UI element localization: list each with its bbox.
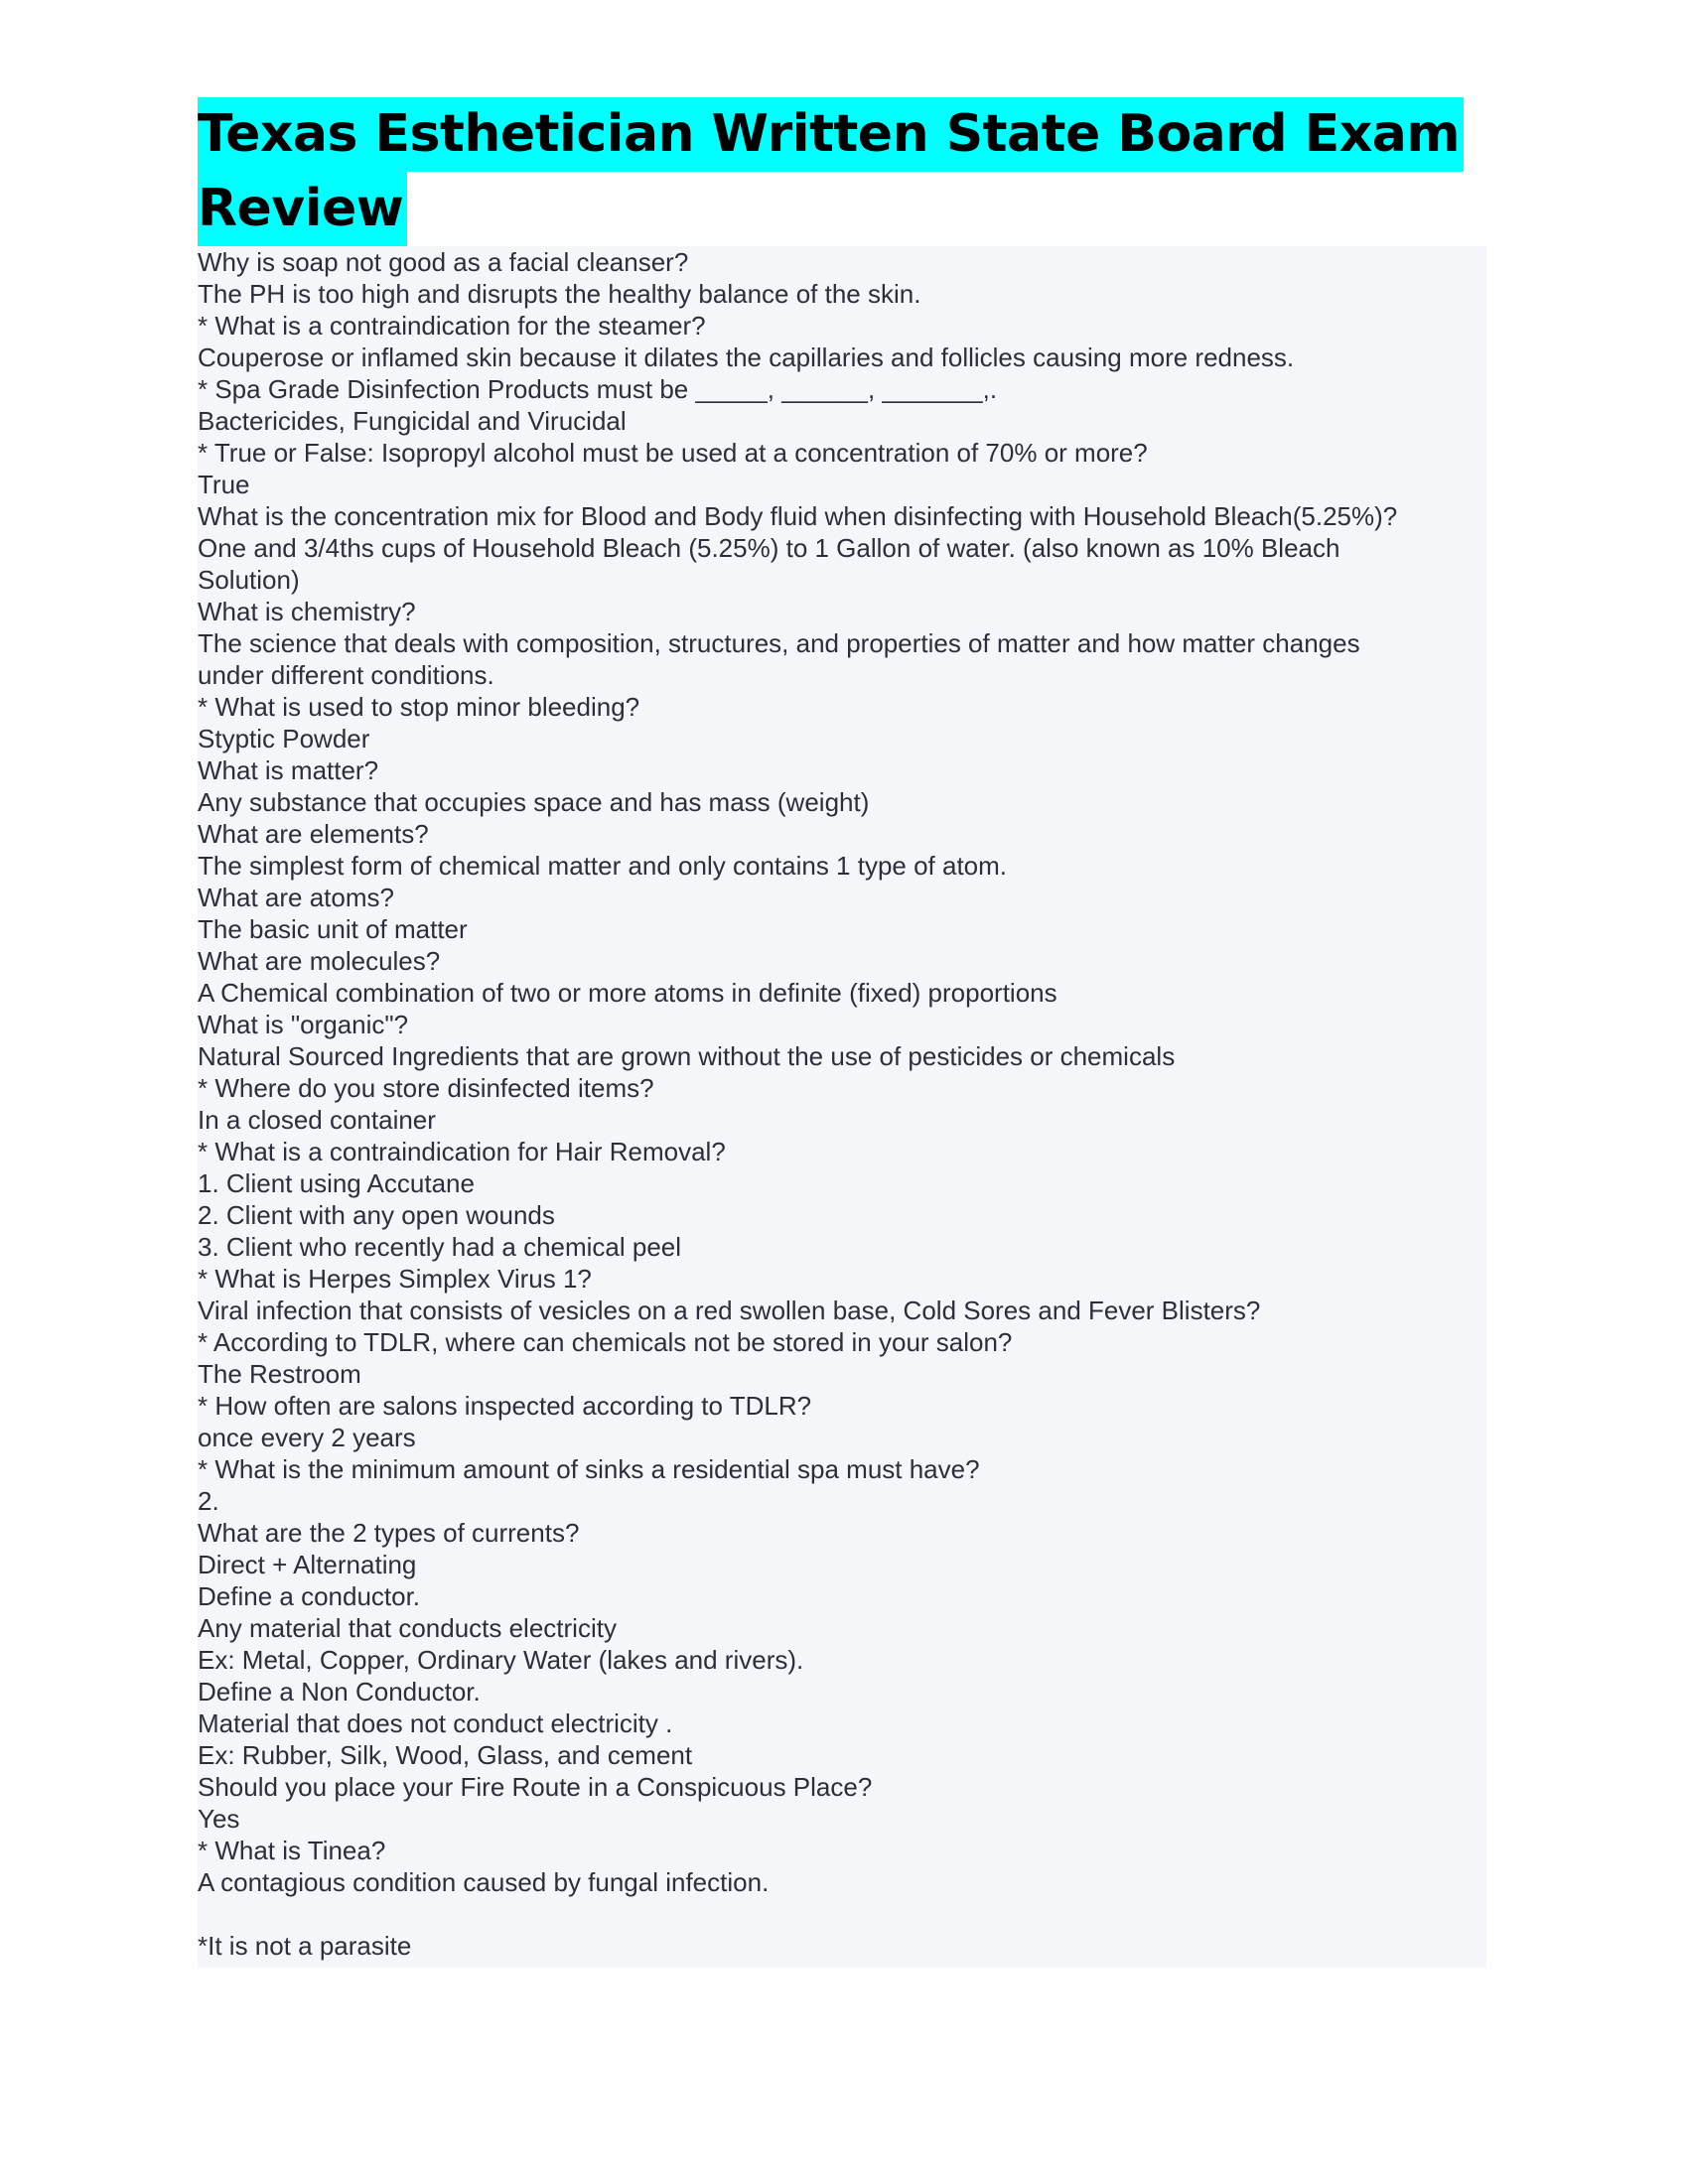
text-line: * What is Tinea? [198,1836,386,1865]
text-line: What are the 2 types of currents? [198,1518,580,1548]
text-line: A contagious condition caused by fungal infection. [198,1867,770,1897]
text-line: Yes [198,1804,240,1834]
text-line: Styptic Powder [198,724,370,753]
text-line: The PH is too high and disrupts the healthy balance of the skin. [198,279,921,309]
text-line: Define a Non Conductor. [198,1677,481,1706]
text-line: Natural Sourced Ingredients that are grown without the use of pesticides or chemicals [198,1041,1176,1071]
text-line: One and 3/4ths cups of Household Bleach (5.25%) to 1 Gallon of water. (also known as 10% Bleach [198,533,1340,563]
text-line: * What is Herpes Simplex Virus 1? [198,1264,592,1294]
document-title [198,97,1488,246]
text-line: In a closed container [198,1105,436,1135]
text-line: under different conditions. [198,660,494,690]
text-line: What are molecules? [198,946,441,976]
text-line: Solution) [198,565,300,595]
text-line: * Spa Grade Disinfection Products must be _____, ______, _______,. [198,374,998,404]
text-line: * What is a contraindication for Hair Removal? [198,1137,726,1166]
text-line: Bactericides, Fungicidal and Virucidal [198,406,627,436]
text-line: Why is soap not good as a facial cleanser? [198,247,689,277]
text-line: 1. Client using Accutane [198,1168,475,1198]
text-line: What are atoms? [198,883,394,912]
text-line: Any material that conducts electricity [198,1613,617,1643]
text-line: Define a conductor. [198,1581,421,1611]
text-line: Couperose or inflamed skin because it dilates the capillaries and follicles causing more redness. [198,342,1295,372]
text-line: True [198,470,250,499]
text-line: A Chemical combination of two or more atoms in definite (fixed) proportions [198,978,1057,1008]
text-line: The basic unit of matter [198,914,468,944]
text-line: * What is used to stop minor bleeding? [198,692,640,722]
text-line: Should you place your Fire Route in a Conspicuous Place? [198,1772,873,1802]
text-line: What are elements? [198,819,429,849]
text-line: Ex: Rubber, Silk, Wood, Glass, and cement [198,1740,693,1770]
text-line: *It is not a parasite [198,1931,412,1961]
title-line-2: Review [198,172,407,246]
text-line: Material that does not conduct electricity . [198,1708,673,1738]
text-line: once every 2 years [198,1423,416,1452]
text-line: What is matter? [198,755,379,785]
text-line: Ex: Metal, Copper, Ordinary Water (lakes and rivers). [198,1645,804,1675]
document-body [198,246,1486,1968]
text-line: Any substance that occupies space and has mass (weight) [198,787,870,817]
text-line: Direct + Alternating [198,1550,417,1579]
text-line: * According to TDLR, where can chemicals not be stored in your salon? [198,1327,1013,1357]
title-line-1: Texas Esthetician Written State Board Exam [198,97,1464,172]
text-line: What is the concentration mix for Blood and Body fluid when disinfecting with Household Bleach(5.25%)? [198,501,1398,531]
text-line: * True or False: Isopropyl alcohol must be used at a concentration of 70% or more? [198,438,1148,468]
text-lines [198,246,1486,1962]
text-line: * How often are salons inspected according to TDLR? [198,1391,812,1421]
text-line: * Where do you store disinfected items? [198,1073,654,1103]
text-line: * What is the minimum amount of sinks a residential spa must have? [198,1454,980,1484]
text-line [198,1898,1486,1930]
text-line: The science that deals with composition, structures, and properties of matter and how matter changes [198,628,1360,658]
text-line: The simplest form of chemical matter and only contains 1 type of atom. [198,851,1008,881]
text-line: What is "organic"? [198,1010,409,1039]
text-line: 2. Client with any open wounds [198,1200,555,1230]
text-line: The Restroom [198,1359,361,1389]
text-line: What is chemistry? [198,597,416,626]
text-line: 3. Client who recently had a chemical peel [198,1232,682,1262]
text-line: * What is a contraindication for the steamer? [198,311,706,341]
text-line: Viral infection that consists of vesicles on a red swollen base, Cold Sores and Fever Blisters? [198,1296,1261,1325]
text-line: 2. [198,1486,219,1516]
